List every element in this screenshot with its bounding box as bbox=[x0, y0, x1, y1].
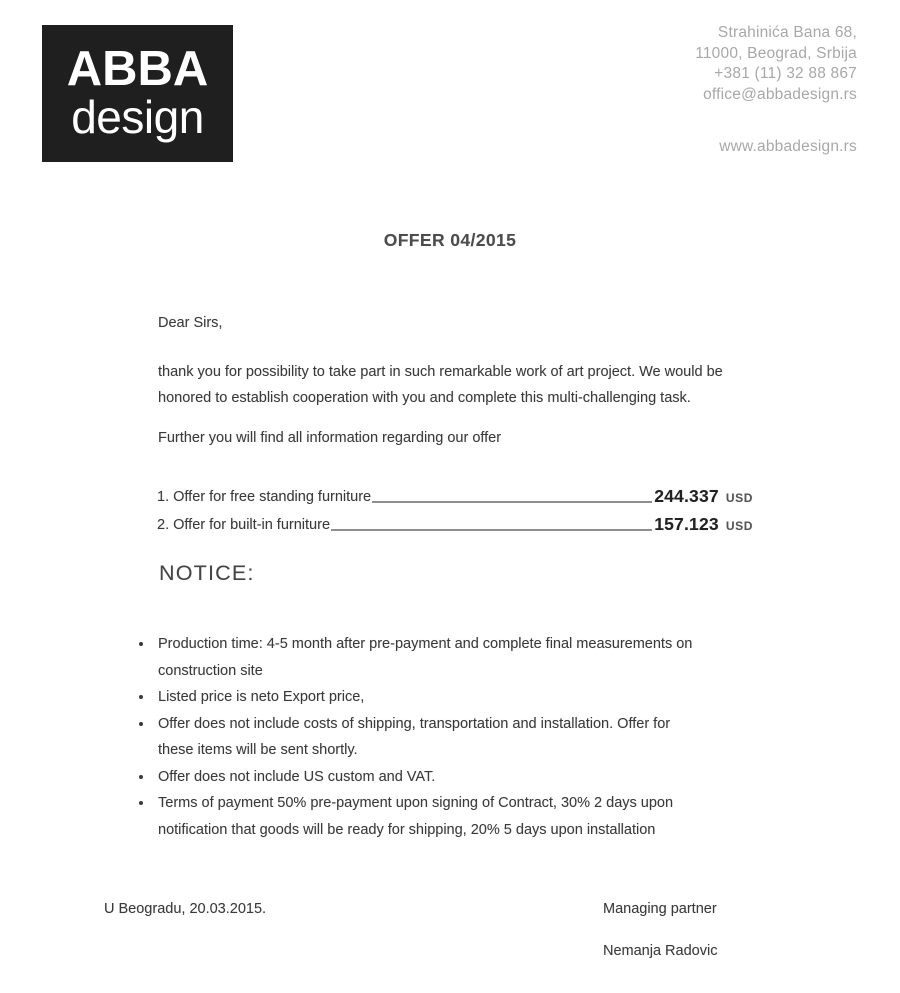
notice-bullet-item: • Terms of payment 50% pre-payment upon signing of Contract, 30% 2 days upon notification that goods will be ready for shipping, 20% 5 days upon installation bbox=[154, 790, 805, 843]
salutation: Dear Sirs, bbox=[158, 315, 223, 331]
signature-name: Nemanja Radovic bbox=[603, 943, 718, 959]
offer-title: OFFER 04/2015 bbox=[383, 230, 517, 250]
notice-bullet-list bbox=[133, 631, 805, 843]
notice-heading: NOTICE: bbox=[159, 561, 255, 585]
contact-phone: +381 (11) 32 88 867 bbox=[714, 65, 857, 82]
offer-item-price: 244.337 bbox=[654, 486, 719, 506]
contact-address-line1: Strahinića Bana 68, bbox=[717, 24, 857, 41]
notice-bullet-item: • Offer does not include US custom and VAT. bbox=[154, 764, 805, 791]
contact-website: www.abbadesign.rs bbox=[719, 138, 857, 155]
signature-block bbox=[603, 901, 717, 959]
leader-line bbox=[372, 501, 652, 503]
notice-bullet-item: • Offer does not include costs of shipping, transportation and installation. Offer for these items will be sent shortly. bbox=[154, 711, 805, 764]
offer-list bbox=[157, 480, 753, 535]
notice-bullet-item: • Production time: 4-5 month after pre-payment and complete final measurements on construction site bbox=[154, 631, 805, 684]
logo-text-abba: ABBA bbox=[66, 42, 209, 97]
offer-lead-paragraph: Further you will find all information regarding our offer bbox=[158, 430, 502, 446]
offer-row-built-in bbox=[157, 508, 753, 535]
offer-item-label: 1. Offer for free standing furniture bbox=[157, 489, 372, 505]
contact-email: office@abbadesign.rs bbox=[703, 85, 857, 103]
contact-address-line2: 11000, Beograd, Srbija bbox=[695, 44, 857, 62]
intro-paragraph: thank you for possibility to take part in such remarkable work of art project. We would be honored to establish cooperation with you and complete this multi-challenging task. bbox=[158, 364, 723, 406]
place-date: U Beogradu, 20.03.2015. bbox=[104, 901, 267, 917]
contact-block bbox=[695, 23, 857, 158]
offer-item-label: 2. Offer for built-in furniture bbox=[157, 517, 331, 533]
notice-bullet-item: • Listed price is neto Export price, bbox=[154, 684, 805, 711]
offer-item-currency: USD bbox=[725, 519, 753, 533]
signature-title: Managing partner bbox=[603, 901, 717, 917]
abba-design-logo bbox=[42, 25, 233, 162]
leader-line bbox=[331, 529, 652, 531]
logo-text-design: design bbox=[71, 91, 204, 144]
offer-item-price: 157.123 bbox=[654, 514, 719, 534]
offer-item-currency: USD bbox=[725, 491, 753, 505]
offer-row-free-standing bbox=[157, 480, 753, 507]
